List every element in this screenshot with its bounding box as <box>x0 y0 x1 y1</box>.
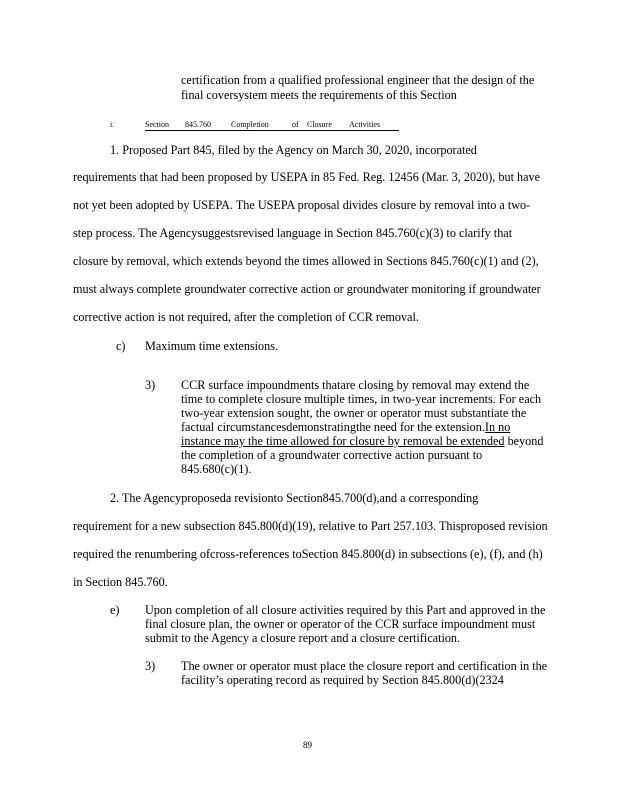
para2-line-3: required the renumbering ofcross-references toSection 845.800(d) in subsections (e), (f), and (h) <box>73 547 543 561</box>
heading-word-of: of <box>292 120 299 129</box>
item-e3-line-2: facility’s operating record as required by Section 845.800(d)(2324 <box>181 673 504 687</box>
heading-word-activities: Activities <box>349 120 381 129</box>
para1-line-1: 1. Proposed Part 845, filed by the Agency on March 30, 2020, incorporated <box>110 143 477 157</box>
item-c3-label: 3) <box>145 378 156 392</box>
heading-section: Section <box>145 120 169 129</box>
para2-line-2 <box>73 519 548 534</box>
item-c-label: c) <box>116 339 126 353</box>
item-c3-line-2: time to complete closure multiple times, in two-year increments. For each <box>181 392 542 406</box>
para1-line-4: step process. The Agencysuggestsrevised language in Section 845.760(c)(3) to clarify that <box>73 226 513 240</box>
item-c3-line-3: two-year extension sought, the owner or operator must substantiate the <box>181 406 527 420</box>
heading-word-completion: Completion <box>231 120 269 129</box>
section-marker: i. <box>110 120 115 129</box>
item-c3-line-5-tail: beyond <box>507 434 544 448</box>
para1-line-2: requirements that had been proposed by USEPA in 85 Fed. Reg. 12456 (Mar. 3, 2020), but have <box>73 170 541 184</box>
item-c3-line-4-text: factual circumstancesdemonstratingthe need for the extension. <box>181 420 485 434</box>
item-e3-line-1: The owner or operator must place the closure report and certification in the <box>181 659 548 673</box>
para1-line-6: must always complete groundwater corrective action or groundwater monitoring if groundwater <box>73 282 541 296</box>
cert-line-2: final coversystem meets the requirements of this Section <box>181 88 457 102</box>
para2-line-2-text: requirement for a new subsection 845.800(d)(19), relative to Part 257.103. <box>73 519 437 533</box>
item-c-text: Maximum time extensions. <box>145 339 279 353</box>
item-c3-line-5 <box>181 434 543 449</box>
para2-line-2-tail: Thisproposed revision <box>438 519 548 533</box>
section-heading <box>145 120 399 131</box>
item-c3-line-7: 845.680(c)(1). <box>181 462 252 476</box>
cert-line-1: certification from a qualified professional engineer that the design of the <box>181 73 535 87</box>
item-c3-line-1: CCR surface impoundments thatare closing by removal may extend the <box>181 378 530 392</box>
para1-line-7: corrective action is not required, after the completion of CCR removal. <box>73 310 419 324</box>
heading-word-closure: Closure <box>307 120 332 129</box>
item-c3-line-5-text: instance may the time allowed for closure by removal be extended <box>181 434 505 448</box>
item-c3-inserted-in-no: In no <box>484 420 511 434</box>
para1-line-3: not yet been adopted by USEPA. The USEPA proposal divides closure by removal into a two- <box>73 198 531 212</box>
item-c3-line-4 <box>181 420 510 435</box>
para1-line-5: closure by removal, which extends beyond the times allowed in Sections 845.760(c)(1) and (2), <box>73 254 539 268</box>
para2-line-4: in Section 845.760. <box>73 575 168 589</box>
item-e3-label: 3) <box>145 659 156 673</box>
para2-line-1: 2. The Agencyproposeda revisionto Section845.700(d),and a corresponding <box>110 491 479 505</box>
item-e-label: e) <box>110 603 120 617</box>
item-c3-line-6: the completion of a groundwater corrective action pursuant to <box>181 448 483 462</box>
item-e-line-1: Upon completion of all closure activities required by this Part and approved in the <box>145 603 546 617</box>
item-e-line-2: final closure plan, the owner or operator of the CCR surface impoundment must <box>145 617 536 631</box>
heading-number: 845.760 <box>185 120 211 129</box>
page-number: 89 <box>303 740 312 750</box>
item-e-line-3: submit to the Agency a closure report and a closure certification. <box>145 631 461 645</box>
